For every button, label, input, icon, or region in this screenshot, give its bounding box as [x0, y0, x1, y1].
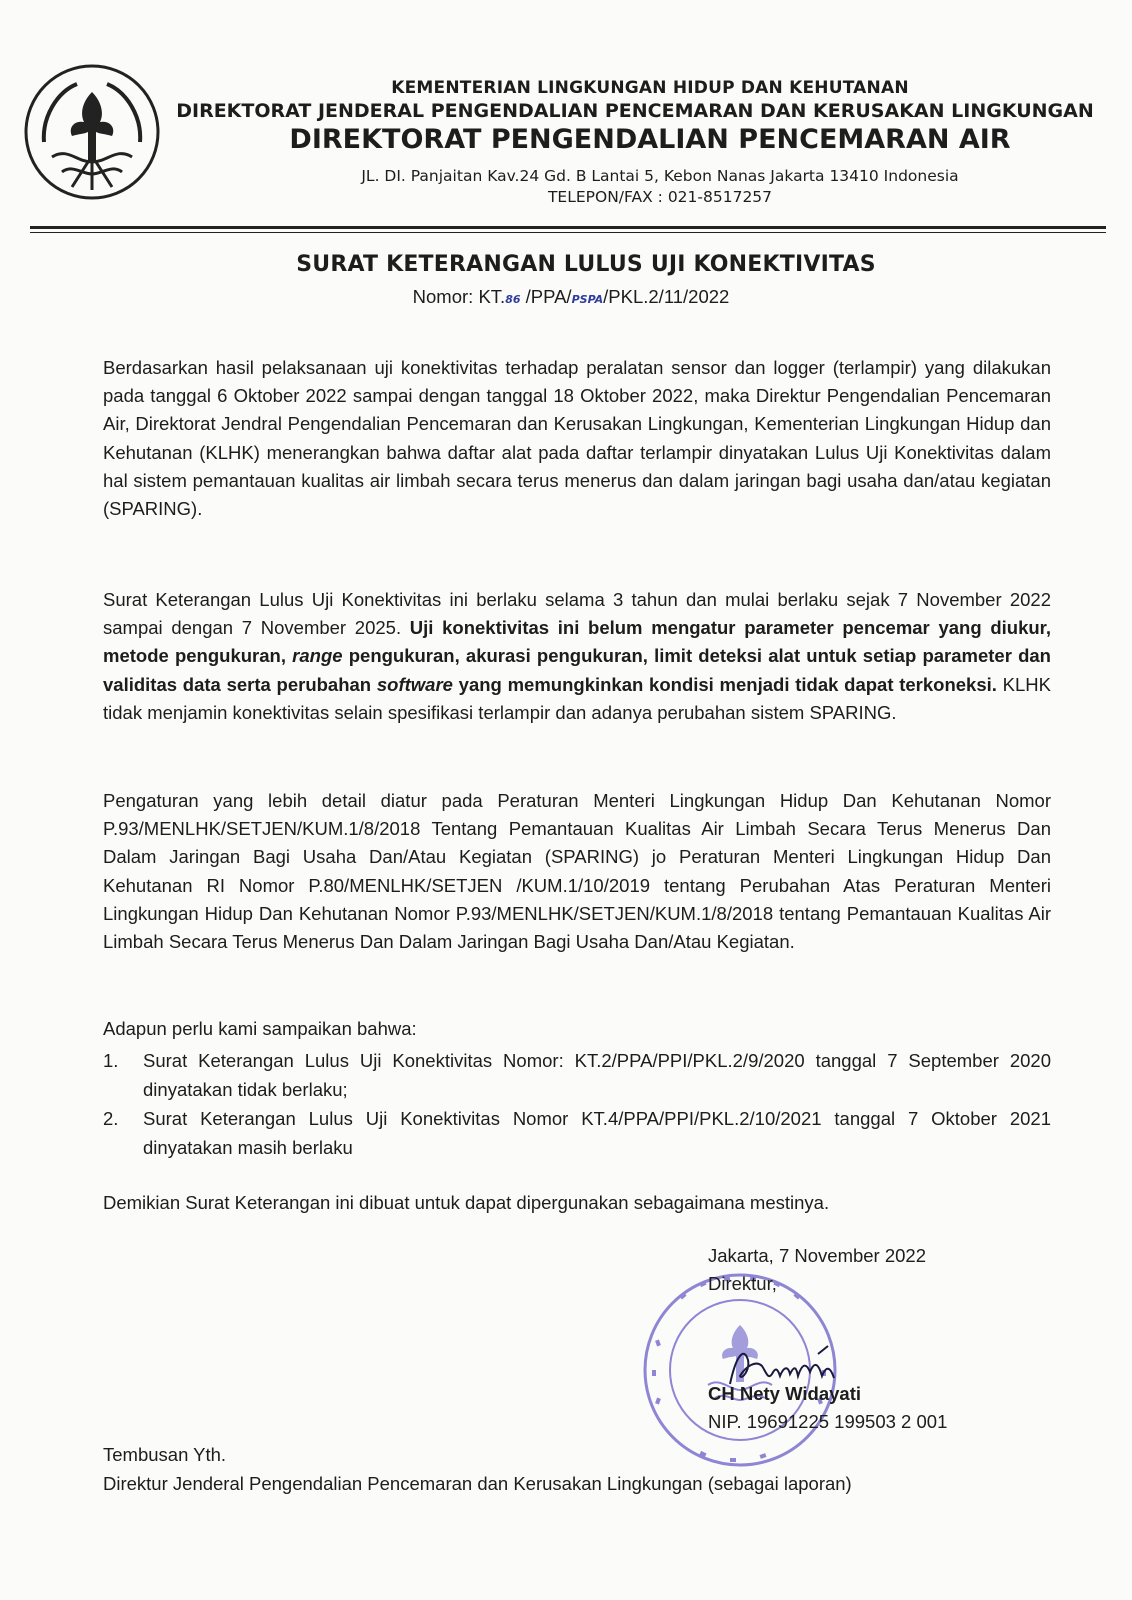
paragraph-2-bold-c: yang memungkinkan kondisi menjadi tidak dapat terkoneksi.	[452, 673, 997, 695]
notice-list	[103, 1046, 1051, 1162]
list-item	[103, 1046, 1051, 1104]
document-number	[0, 286, 1132, 308]
header-divider-thick	[30, 226, 1106, 229]
ministry-logo	[22, 62, 162, 202]
carbon-copy	[103, 1440, 852, 1498]
paragraph-2-start: Surat Keterangan Lulus Uji Konektivitas ini berlaku selama 3 tahun dan mulai berlaku sejak 7 November 2022 sampai dengan 7 November 2025.	[103, 589, 1051, 639]
ministry-name: KEMENTERIAN LINGKUNGAN HIDUP DAN KEHUTANAN	[391, 78, 909, 98]
list-item	[103, 1104, 1051, 1162]
list-item-number: 1.	[103, 1050, 119, 1071]
cc-heading: Tembusan Yth.	[103, 1444, 227, 1465]
list-item-text: Surat Keterangan Lulus Uji Konektivitas Nomor: KT.2/PPA/PPI/PKL.2/9/2020 tanggal 7 September 2020 dinyatakan tidak berlaku;	[143, 1050, 1051, 1100]
paragraph-2-italic-range: range	[292, 645, 343, 667]
signer-position: Direktur,	[708, 1273, 777, 1294]
directorate-name: DIREKTORAT PENGENDALIAN PENCEMARAN AIR	[289, 124, 1011, 155]
number-prefix: Nomor: KT.	[412, 286, 506, 307]
directorate-general-name: DIREKTORAT JENDERAL PENGENDALIAN PENCEMARAN DAN KERUSAKAN LINGKUNGAN	[176, 100, 1094, 122]
paragraph-1: Berdasarkan hasil pelaksanaan uji konektivitas terhadap peralatan sensor dan logger (terlampir) yang dilakukan pada tanggal 6 Oktober 2022 sampai dengan tanggal 18 Oktober 2022, maka Direktur Pengendalian Pencemaran Air, Direktorat Jendral Pengendalian Pencemaran dan Kerusakan Lingkungan, Kementerian Lingkungan Hidup dan Kehutanan (KLHK) menerangkan bahwa daftar alat pada daftar terlampir dinyatakan Lulus Uji Konektivitas dalam hal sistem pemantauan kualitas air limbah secara terus menerus dan dalam jaringan bagi usaha dan/atau kegiatan (SPARING).	[103, 357, 1051, 520]
list-intro: Adapun perlu kami sampaikan bahwa:	[103, 1018, 417, 1039]
phone-fax: TELEPON/FAX : 021-8517257	[547, 188, 773, 206]
paragraph-2-italic-software: software	[376, 673, 453, 695]
paragraph-2	[103, 586, 1051, 727]
paragraph-2-bold-b: pengukuran, akurasi pengukuran, limit deteksi alat untuk setiap parameter dan validitas data serta perubahan	[103, 645, 1051, 695]
handwritten-signature	[722, 1336, 852, 1396]
letterhead	[170, 78, 1100, 206]
address: JL. DI. Panjaitan Kav.24 Gd. B Lantai 5, Kebon Nanas Jakarta 13410 Indonesia	[361, 167, 959, 185]
handwritten-code: PSPA	[571, 293, 604, 306]
handwritten-number: 86	[505, 293, 521, 306]
header-divider-thin	[30, 232, 1106, 233]
paragraph-2-end: KLHK tidak menjamin konektivitas selain spesifikasi terlampir dan adanya perubahan sistem SPARING.	[103, 673, 1051, 723]
cc-recipient: Direktur Jenderal Pengendalian Pencemaran dan Kerusakan Lingkungan (sebagai laporan)	[103, 1473, 852, 1494]
signer-nip: NIP. 19691225 199503 2 001	[708, 1411, 948, 1432]
document-title: SURAT KETERANGAN LULUS UJI KONEKTIVITAS	[296, 252, 876, 277]
closing-sentence: Demikian Surat Keterangan ini dibuat untuk dapat dipergunakan sebagaimana mestinya.	[103, 1192, 830, 1213]
number-suffix: /PKL.2/11/2022	[603, 286, 730, 307]
number-mid: /PPA/	[520, 286, 572, 307]
paragraph-3: Pengaturan yang lebih detail diatur pada Peraturan Menteri Lingkungan Hidup Dan Kehutanan Nomor P.93/MENLHK/SETJEN/KUM.1/8/2018 Tentang Pemantauan Kualitas Air Limbah Secara Terus Menerus Dan Dalam Jaringan Bagi Usaha Dan/Atau Kegiatan (SPARING) jo Peraturan Menteri Lingkungan Hidup Dan Kehutanan RI Nomor P.80/MENLHK/SETJEN /KUM.1/10/2019 tentang Perubahan Atas Peraturan Menteri Lingkungan Hidup Dan Kehutanan Nomor P.93/MENLHK/SETJEN/KUM.1/8/2018 tentang Pemantauan Kualitas Air Limbah Secara Terus Menerus Dan Dalam Jaringan Bagi Usaha Dan/Atau Kegiatan.	[103, 790, 1051, 953]
list-item-text: Surat Keterangan Lulus Uji Konektivitas Nomor KT.4/PPA/PPI/PKL.2/10/2021 tanggal 7 Oktober 2021 dinyatakan masih berlaku	[143, 1108, 1051, 1158]
signer-name: CH Nety Widayati	[708, 1383, 862, 1404]
list-item-number: 2.	[103, 1108, 119, 1129]
place-date: Jakarta, 7 November 2022	[708, 1245, 927, 1266]
paragraph-2-bold-a: Uji konektivitas ini belum mengatur parameter pencemar yang diukur, metode pengukuran,	[103, 617, 1051, 667]
